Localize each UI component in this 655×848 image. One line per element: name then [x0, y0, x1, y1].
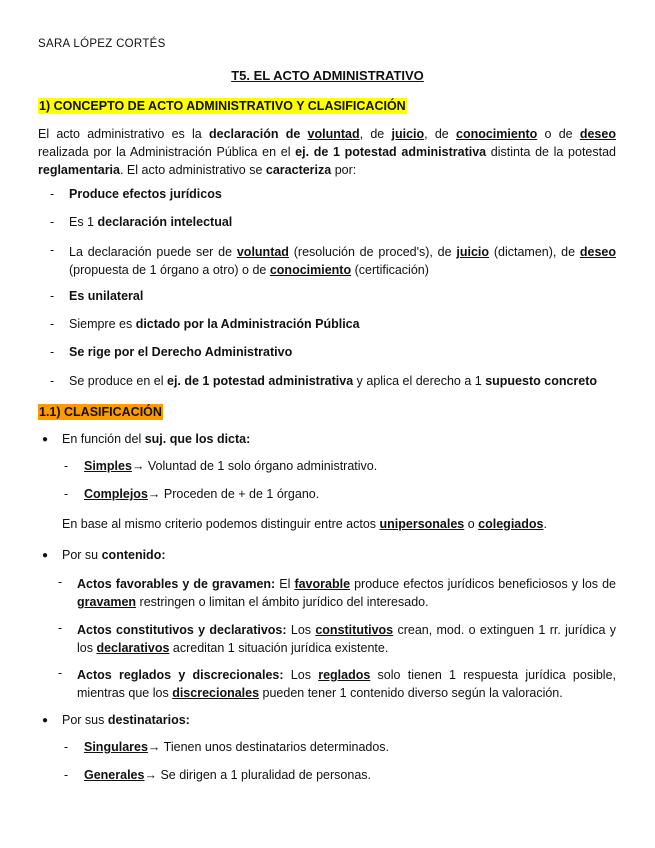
text: conocimiento [456, 127, 538, 141]
text: voluntad [236, 245, 289, 259]
text: o [464, 517, 479, 531]
text: Singulares [84, 740, 148, 754]
text: El acto administrativo es la [38, 127, 209, 141]
list-dash: - [50, 317, 55, 331]
text: (dictamen), de [489, 245, 580, 259]
text: deseo [579, 245, 617, 259]
text: por: [331, 163, 357, 177]
list-dash: - [50, 215, 55, 229]
text: acreditan 1 situación jurídica existente. [169, 641, 389, 655]
section-heading-1-text: 1) CONCEPTO DE ACTO ADMINISTRATIVO Y CLASIFICACIÓN [39, 99, 406, 113]
text: Es 1 [69, 215, 98, 229]
text: (resolución de proced's), de [288, 245, 457, 259]
text: Actos constitutivos y declarativos: [77, 623, 287, 637]
text: La declaración puede ser de [69, 245, 237, 259]
text: gravamen [77, 595, 137, 609]
text: Complejos [84, 487, 148, 501]
text: En base al mismo criterio podemos distinguir entre actos [62, 517, 380, 531]
list-item [84, 740, 389, 754]
text: deseo [579, 127, 616, 141]
list-dash: - [50, 374, 55, 388]
list-item [84, 487, 319, 501]
list-item: Se rige por el Derecho Administrativo [69, 345, 293, 359]
bullet-icon: ● [42, 550, 49, 561]
section-heading-1-1-text: 1.1) CLASIFICACIÓN [39, 405, 162, 419]
section-heading-1 [38, 99, 407, 113]
text: → Voluntad de 1 solo órgano administrativo. [131, 459, 378, 473]
list-item [69, 317, 360, 331]
text: Los [283, 668, 319, 682]
text: supuesto concreto [485, 374, 598, 388]
list-dash: - [64, 487, 69, 501]
list-dash: - [50, 187, 55, 201]
group-heading [62, 548, 166, 562]
text: → Proceden de + de 1 órgano. [147, 487, 320, 501]
document-title: T5. EL ACTO ADMINISTRATIVO [231, 68, 424, 83]
note-paragraph [62, 517, 547, 531]
text: o de [537, 127, 580, 141]
list-item [69, 243, 616, 279]
list-dash: - [64, 768, 69, 782]
text: constitutivos [315, 623, 394, 637]
text: ej. de 1 potestad administrativa [295, 145, 487, 159]
text: ej. de 1 potestad administrativa [167, 374, 354, 388]
text: , de [424, 127, 456, 141]
list-dash: - [58, 621, 63, 635]
list-dash: - [58, 575, 63, 589]
list-item [84, 459, 377, 473]
text: favorable [294, 577, 351, 591]
text: realizada por la Administración Pública en el [38, 145, 296, 159]
text: Simples [84, 459, 132, 473]
text: voluntad [307, 127, 360, 141]
text: Se produce en el [69, 374, 167, 388]
list-dash: - [64, 459, 69, 473]
text: (certificación) [351, 263, 429, 277]
text: juicio [391, 127, 425, 141]
list-item [77, 621, 616, 657]
text: (propuesta de 1 órgano a otro) o de [69, 263, 270, 277]
text: Los [286, 623, 316, 637]
text: . [543, 517, 547, 531]
list-dash: - [50, 345, 55, 359]
text: En función del [62, 432, 145, 446]
list-item: Es unilateral [69, 289, 144, 303]
section-heading-1-1 [38, 405, 163, 419]
text: declarativos [96, 641, 170, 655]
text: produce efectos jurídicos beneficiosos y los de [350, 577, 617, 591]
text: El [275, 577, 295, 591]
text: pueden tener 1 contenido diverso según la valoración. [259, 686, 563, 700]
list-item [77, 666, 616, 702]
bullet-icon: ● [42, 434, 49, 445]
text: solo tienen 1 respuesta jurídica posible, mientras que los [77, 668, 617, 700]
intro-paragraph [38, 125, 616, 179]
group-heading [62, 432, 250, 446]
text: , de [359, 127, 392, 141]
text: caracteriza [265, 163, 332, 177]
text: conocimiento [269, 263, 352, 277]
list-item [77, 575, 616, 611]
text: reglados [318, 668, 371, 682]
list-item [69, 374, 597, 388]
author-name: SARA LÓPEZ CORTÉS [38, 38, 166, 50]
text: restringen o limitan el ámbito jurídico del interesado. [136, 595, 429, 609]
text: Por sus [62, 713, 108, 727]
text: Generales [84, 768, 145, 782]
text: → Tienen unos destinatarios determinados. [147, 740, 390, 754]
text: reglamentaria [38, 163, 120, 177]
text: declaración intelectual [97, 215, 233, 229]
text: crean, mod. o extinguen 1 rr. jurídica y los [77, 623, 616, 655]
list-dash: - [58, 666, 63, 680]
list-dash: - [50, 289, 55, 303]
text: distinta de la potestad [486, 145, 617, 159]
list-item [84, 768, 371, 782]
text: contenido: [101, 548, 166, 562]
text: → Se dirigen a 1 pluralidad de personas. [144, 768, 372, 782]
group-heading [62, 713, 190, 727]
text: y aplica el derecho a 1 [353, 374, 486, 388]
text: unipersonales [379, 517, 465, 531]
text: . El acto administrativo se [119, 163, 266, 177]
list-item: Produce efectos jurídicos [69, 187, 222, 201]
list-dash: - [64, 740, 69, 754]
text: colegiados [478, 517, 544, 531]
text: discrecionales [172, 686, 260, 700]
text: Actos favorables y de gravamen: [77, 577, 276, 591]
text: Siempre es [69, 317, 136, 331]
text: juicio [456, 245, 490, 259]
text: Actos reglados y discrecionales: [77, 668, 284, 682]
text: Por su [62, 548, 102, 562]
text: dictado por la Administración Pública [135, 317, 360, 331]
bullet-icon: ● [42, 715, 49, 726]
list-dash: - [50, 243, 55, 257]
text: destinatarios: [107, 713, 190, 727]
text: suj. que los dicta: [144, 432, 251, 446]
text: declaración de [208, 127, 308, 141]
list-item [69, 215, 232, 229]
